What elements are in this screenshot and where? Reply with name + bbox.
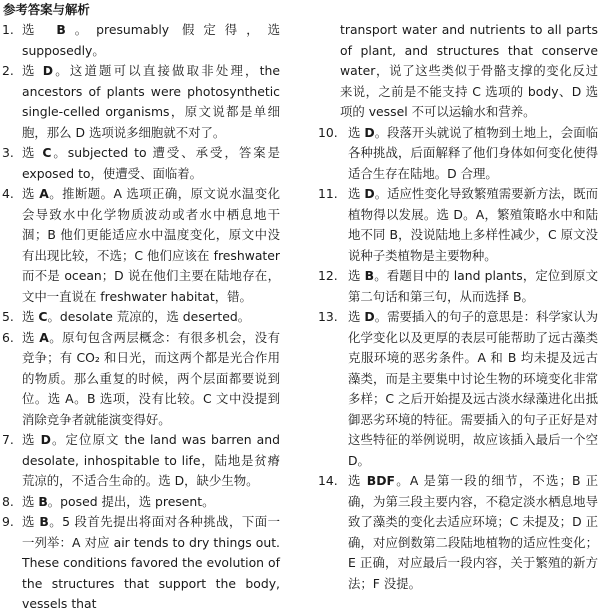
answer-item-2: 2. 选 D。这道题可以直接做取非处理，the ancestors of plants were photosynthetic single-celled organisms，原文说都是单细胞，那么 D 选项说多细胞就不对了。 <box>2 63 280 140</box>
answer-item-10: 10. 选 D。段落开头就说了植物到土地上，会面临各种挑战，后面解释了他们身体如何变化使得适合生存在陆地。D 合理。 <box>318 124 598 181</box>
item-number: 10. <box>318 124 338 140</box>
answer-item-5: 5. 选 C。desolate 荒凉的，选 deserted。 <box>2 307 280 328</box>
item-number: 9. <box>2 514 14 529</box>
item-number: 11. <box>318 186 338 201</box>
answer-item-13: 13. 选 D。需要插入的句子的意思是：科学家认为化学变化以及更厚的表层可能帮助了远古藻类克服环境的恶劣条件。A 和 B 均未提及远古藻类，而是主要集中讨论生物的环境变化非常多样；C 之后开始提及远古淡水绿藻进化出抵御恶劣环境的特征。需要插入的句子正好是对这些特征的举例说明，故应该插入最后一个空 D。 <box>318 309 598 468</box>
item-number: 1. <box>2 22 14 37</box>
answer-letter: D <box>364 309 375 324</box>
answer-letter: A <box>39 329 49 345</box>
answer-item-4: 4. 选 A。推断题。A 选项正确，原文说水温变化会导致水中化学物质波动或者水中栖息地干涸；B 他们更能适应水中温度变化，原文中没有出现比较，不选；C 他们应该在 freshwater 而不是 ocean；D 说在他们主要在陆地存在，文中一直说在 freshwater habitat，错。 <box>2 186 280 304</box>
answer-letter: D <box>364 124 375 140</box>
item-number: 12. <box>318 268 338 283</box>
answer-letter: B <box>364 268 375 283</box>
answer-item-14: 14. 选 BDF。A 是第一段的细节，不选；B 正确，为第三段主要内容，不稳定淡水栖息地导致了藻类的变化去适应环境；C 未提及；D 正确，对应倒数第二段陆地植物的适应性变化；E 正确，对应最后一段内容，关于繁殖的新方法；F 没提。 <box>318 473 598 591</box>
item-number: 6. <box>2 329 14 345</box>
answer-item-6: 6. 选 A。原句包含两层概念：有很多机会，没有竞争；有 CO₂ 和日光，而这两个都是光合作用的物质。那么重复的时候，两个层面都要说到位。选 A。B 选项，没有比较。C 文中没提到消除竞争者就能演变得好。 <box>2 329 280 427</box>
answer-letter: B <box>56 22 66 37</box>
answer-item-9: 9. 选 B。5 段首先提出将面对各种挑战，下面一一列举：A 对应 air tends to dry things out. These conditions favored the evolution of the structures that support the body, vessels that <box>2 514 280 611</box>
left-column <box>2 20 280 615</box>
item-number: 5. <box>2 309 14 324</box>
item-number: 8. <box>2 493 14 509</box>
answer-letter: BDF <box>366 473 395 488</box>
item-number: 14. <box>318 473 338 488</box>
item-number: 3. <box>2 145 14 160</box>
right-column <box>318 20 598 594</box>
item-number: 4. <box>2 186 14 201</box>
answer-letter: D <box>364 186 375 201</box>
answer-item-11: 11. 选 D。适应性变化导致繁殖需要新方法，既而植物得以发展。选 D。A，繁殖策略水中和陆地不同 B，没说陆地上多样性减少，C 原文没说种子类植物是主要物种。 <box>318 186 598 263</box>
answer-item-1: 1. 选 B。presumably 假定得，选 supposedly。 <box>2 22 280 58</box>
answer-letter: A <box>39 186 49 201</box>
answer-item-12: 12. 选 B。看题目中的 land plants，定位到原文第二句话和第三句，从而选择 B。 <box>318 268 598 304</box>
answer-letter: C <box>42 145 52 160</box>
answer-letter: D <box>40 432 51 447</box>
answer-letter: D <box>42 63 54 78</box>
item-number: 7. <box>2 432 14 447</box>
answer-item-7: 7. 选 D。定位原文 the land was barren and desolate, inhospitable to life，陆地是贫瘠荒凉的，不适合生命的。选 D，缺少生物。 <box>2 432 280 488</box>
section-title: 参考答案与解析 <box>3 2 90 17</box>
item-number: 2. <box>2 63 14 78</box>
answer-item-9-continued: transport water and nutrients to all parts of plant, and structures that conserve water，说了这些类似于骨骼支撑的变化反过来说，之前是不能支持 C 选项的 body、D 选项的 vessel 不可以运输水和营养。 <box>340 22 598 119</box>
answer-letter: B <box>39 514 49 529</box>
answer-letter: C <box>38 309 48 324</box>
item-number: 13. <box>318 309 338 324</box>
answer-letter: B <box>38 493 48 509</box>
answer-item-8: 8. 选 B。posed 提出，选 present。 <box>2 492 280 513</box>
answer-item-3: 3. 选 C。subjected to 遭受、承受，答案是 exposed to，使遭受、面临着。 <box>2 145 280 181</box>
